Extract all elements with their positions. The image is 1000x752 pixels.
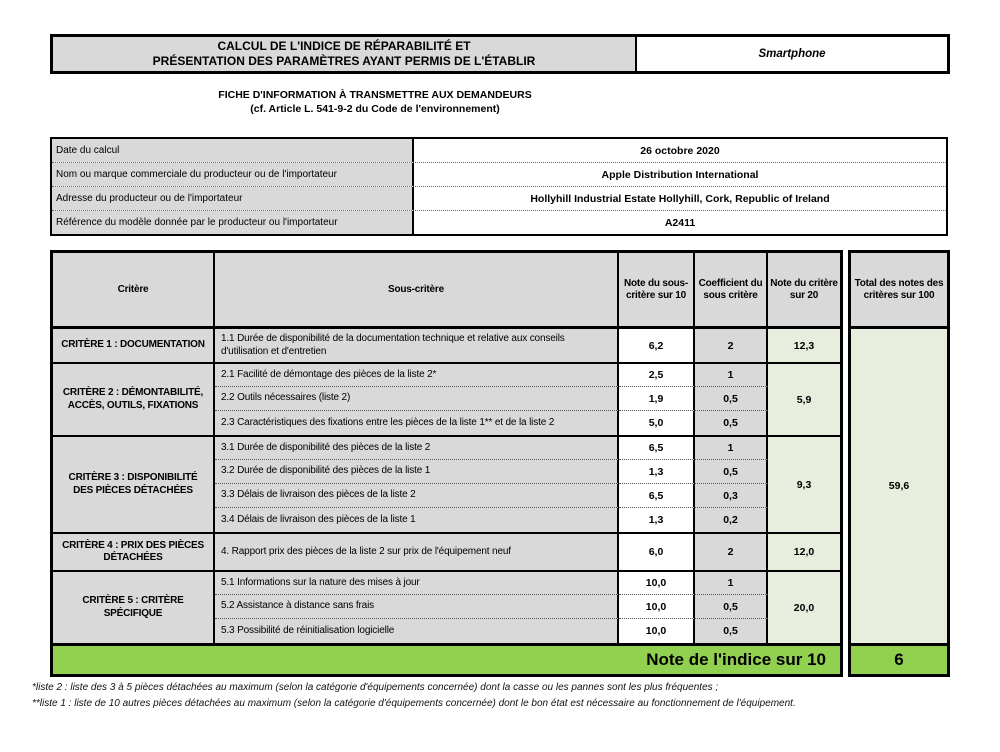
info-label: Date du calcul (52, 139, 414, 162)
info-row-model-reference (52, 210, 946, 234)
subcriterion-note: 6,2 (619, 329, 695, 362)
footnote-liste1: **liste 1 : liste de 10 autres pièces détachées au maximum (selon la catégorie d'équipements concernée) dont le bon état est nécessaire au fonctionnement de l'équipement. (32, 698, 796, 709)
col-header-note-sous-critere: Note du sous-critère sur 10 (619, 253, 695, 329)
subcriterion-note: 10,0 (619, 618, 695, 643)
subcriterion-coefficient: 0,5 (695, 618, 768, 643)
document-subtitle (50, 88, 700, 116)
subtitle-line1: FICHE D'INFORMATION À TRANSMETTRE AUX DEMANDEURS (218, 89, 532, 101)
info-value: A2411 (414, 211, 946, 234)
subcriterion-label: 3.3 Délais de livraison des pièces de la liste 2 (215, 483, 619, 507)
index-score-label: Note de l'indice sur 10 (53, 643, 840, 674)
col-header-note-critere: Note du critère sur 20 (768, 253, 840, 329)
total-column (848, 250, 950, 677)
subcriterion-label: 5.1 Informations sur la nature des mises à jour (215, 570, 619, 594)
info-value: Apple Distribution International (414, 163, 946, 186)
index-score-value: 6 (851, 643, 947, 674)
col-header-sous-critere: Sous-critère (215, 253, 619, 329)
criterion-2-note20: 5,9 (768, 362, 840, 435)
document-title (53, 37, 637, 71)
criterion-3-label: CRITÈRE 3 : DISPONIBILITÉ DES PIÈCES DÉTACHÉES (53, 435, 215, 532)
subcriterion-note: 6,0 (619, 532, 695, 570)
subcriterion-coefficient: 0,2 (695, 507, 768, 532)
info-label: Nom ou marque commerciale du producteur ou de l'importateur (52, 163, 414, 186)
document-title-line2: PRÉSENTATION DES PARAMÈTRES AYANT PERMIS DE L'ÉTABLIR (152, 54, 536, 68)
criteria-table (50, 250, 843, 677)
subcriterion-label: 4. Rapport prix des pièces de la liste 2 sur prix de l'équipement neuf (215, 532, 619, 570)
info-value: Hollyhill Industrial Estate Hollyhill, Cork, Republic of Ireland (414, 187, 946, 210)
subcriterion-label: 2.2 Outils nécessaires (liste 2) (215, 386, 619, 410)
info-row-producer-name (52, 162, 946, 186)
col-header-critere: Critère (53, 253, 215, 329)
criterion-5-label: CRITÈRE 5 : CRITÈRE SPÉCIFIQUE (53, 570, 215, 643)
info-row-date (52, 139, 946, 162)
subcriterion-note: 6,5 (619, 435, 695, 459)
subcriterion-coefficient: 0,5 (695, 386, 768, 410)
subcriterion-label: 3.2 Durée de disponibilité des pièces de la liste 1 (215, 459, 619, 483)
subcriterion-coefficient: 0,3 (695, 483, 768, 507)
info-value: 26 octobre 2020 (414, 139, 946, 162)
criterion-4-label: CRITÈRE 4 : PRIX DES PIÈCES DÉTACHÉES (53, 532, 215, 570)
total-score-value: 59,6 (851, 329, 947, 643)
col-header-coefficient: Coefficient du sous critère (695, 253, 768, 329)
subcriterion-coefficient: 1 (695, 570, 768, 594)
criterion-3-note20: 9,3 (768, 435, 840, 532)
subtitle-line2: (cf. Article L. 541-9-2 du Code de l'environnement) (250, 103, 500, 115)
info-label: Référence du modèle donnée par le producteur ou l'importateur (52, 211, 414, 234)
info-label: Adresse du producteur ou de l'importateur (52, 187, 414, 210)
criterion-2-label: CRITÈRE 2 : DÉMONTABILITÉ, ACCÈS, OUTILS, FIXATIONS (53, 362, 215, 435)
subcriterion-coefficient: 1 (695, 435, 768, 459)
subcriterion-coefficient: 2 (695, 532, 768, 570)
subcriterion-note: 1,3 (619, 459, 695, 483)
criterion-4-note20: 12,0 (768, 532, 840, 570)
subcriterion-note: 2,5 (619, 362, 695, 386)
subcriterion-coefficient: 0,5 (695, 410, 768, 435)
criterion-5-note20: 20,0 (768, 570, 840, 643)
subcriterion-note: 1,9 (619, 386, 695, 410)
subcriterion-label: 3.1 Durée de disponibilité des pièces de la liste 2 (215, 435, 619, 459)
subcriterion-note: 10,0 (619, 594, 695, 618)
subcriterion-note: 6,5 (619, 483, 695, 507)
subcriterion-label: 2.3 Caractéristiques des fixations entre les pièces de la liste 1** et de la liste 2 (215, 410, 619, 435)
criterion-1-note20: 12,3 (768, 329, 840, 362)
subcriterion-label: 5.2 Assistance à distance sans frais (215, 594, 619, 618)
subcriterion-coefficient: 0,5 (695, 594, 768, 618)
producer-info-table (50, 137, 948, 236)
info-row-producer-address (52, 186, 946, 210)
document-title-line1: CALCUL DE L'INDICE DE RÉPARABILITÉ ET (217, 39, 471, 53)
criterion-1-label: CRITÈRE 1 : DOCUMENTATION (53, 329, 215, 362)
subcriterion-note: 1,3 (619, 507, 695, 532)
footnote-liste2: *liste 2 : liste des 3 à 5 pièces détachées au maximum (selon la catégorie d'équipements concernée) dont la casse ou les pannes sont les plus fréquentes ; (32, 682, 719, 693)
subcriterion-coefficient: 0,5 (695, 459, 768, 483)
subcriterion-coefficient: 2 (695, 329, 768, 362)
subcriterion-label: 1.1 Durée de disponibilité de la documentation technique et relative aux conseils d'utilisation et d'entretien (215, 329, 619, 362)
subcriterion-note: 5,0 (619, 410, 695, 435)
subcriterion-note: 10,0 (619, 570, 695, 594)
subcriterion-label: 5.3 Possibilité de réinitialisation logicielle (215, 618, 619, 643)
col-header-total: Total des notes des critères sur 100 (851, 253, 947, 329)
subcriterion-label: 3.4 Délais de livraison des pièces de la liste 1 (215, 507, 619, 532)
product-category: Smartphone (637, 37, 947, 71)
subcriterion-label: 2.1 Facilité de démontage des pièces de la liste 2* (215, 362, 619, 386)
title-banner (50, 34, 950, 74)
subcriterion-coefficient: 1 (695, 362, 768, 386)
footnotes (32, 680, 972, 712)
